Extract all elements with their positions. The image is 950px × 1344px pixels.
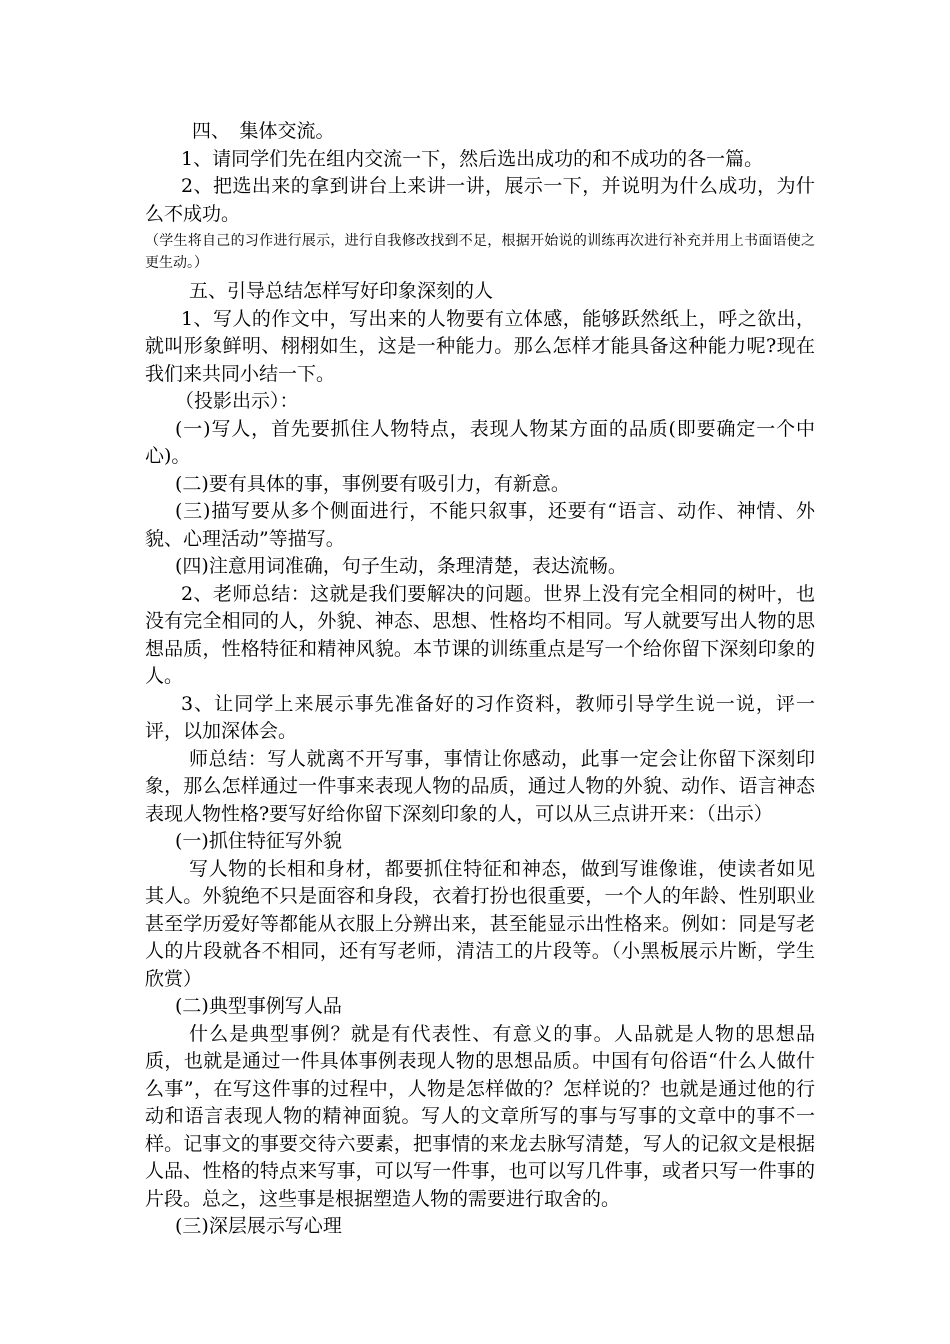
section-4-paragraph-1: 1、请同学们先在组内交流一下，然后选出成功的和不成功的各一篇。 [181, 147, 764, 170]
section-5-paragraph-3: 3、让同学上来展示事先准备好的习作资料，教师引导学生说一说，评一评，以加深体会。 [145, 692, 815, 742]
summary-item-4: (四)注意用词准确，句子生动，条理清楚，表达流畅。 [175, 555, 627, 577]
summary-item-1: (一)写人，首先要抓住人物特点，表现人物某方面的品质(即要确定一个中心)。 [145, 417, 815, 467]
section-4-heading: 四、 集体交流。 [192, 120, 335, 142]
point-3-title: (三)深层展示写心理 [175, 1215, 342, 1237]
summary-item-2: (二)要有具体的事，事例要有吸引力，有新意。 [175, 472, 570, 495]
point-2-title: (二)典型事例写人品 [175, 995, 342, 1017]
student-note: （学生将自己的习作进行展示，进行自我修改找到不足，根据开始说的训练再次进行补充并用上书面语使之更生动。） [145, 233, 815, 271]
point-1-title: (一)抓住特征写外貌 [175, 830, 342, 852]
section-5-paragraph-2: 2、老师总结：这就是我们要解决的问题。世界上没有完全相同的树叶，也没有完全相同的人，外貌、神态、思想、性格均不相同。写人就要写出人物的思想品质，性格特征和精神风貌。本节课的训练重点是写一个给你留下深刻印象的人。 [145, 582, 815, 687]
section-4-paragraph-2: 2、把选出来的拿到讲台上来讲一讲，展示一下，并说明为什么成功，为什么不成功。 [145, 175, 815, 225]
section-5-paragraph-1: 1、写人的作文中，写出来的人物要有立体感，能够跃然纸上，呼之欲出，就叫形象鲜明、栩栩如生，这是一种能力。那么怎样才能具备这种能力呢?现在我们来共同小结一下。 [145, 307, 815, 385]
document-page [145, 118, 815, 1241]
point-1-body: 写人物的长相和身材，都要抓住特征和神态，做到写谁像谁，使读者如见其人。外貌绝不只是面容和身段，衣着打扮也很重要，一个人的年龄、性别职业甚至学历爱好等都能从衣服上分辨出来，甚至能显示出性格来。例如：同是写老人的片段就各不相同，还有写老师，清洁工的片段等。（小黑板展示片断，学生欣赏） [145, 857, 815, 990]
teacher-summary: 师总结：写人就离不开写事，事情让你感动，此事一定会让你留下深刻印象，那么怎样通过一件事来表现人物的品质，通过人物的外貌、动作、语言神态表现人物性格?要写好给你留下深刻印象的人，可以从三点讲开来：（出示） [145, 747, 815, 825]
point-2-body: 什么是典型事例？就是有代表性、有意义的事。人品就是人物的思想品质，也就是通过一件具体事例表现人物的思想品质。中国有句俗语“什么人做什么事”，在写这件事的过程中，人物是怎样做的？怎样说的？也就是通过他的行动和语言表现人物的精神面貌。写人的文章所写的事与写事的文章中的事不一样。记事文的事要交待六要素，把事情的来龙去脉写清楚，写人的记叙文是根据人品、性格的特点来写事，可以写一件事，也可以写几件事，或者只写一件事的片段。总之，这些事是根据塑造人物的需要进行取舍的。 [145, 1022, 815, 1210]
section-5-heading: 五、引导总结怎样写好印象深刻的人 [189, 280, 494, 302]
summary-item-3: (三)描写要从多个侧面进行，不能只叙事，还要有“语言、动作、神情、外貌、心理活动”等描写。 [145, 500, 815, 550]
projection-label: （投影出示）： [175, 390, 299, 412]
